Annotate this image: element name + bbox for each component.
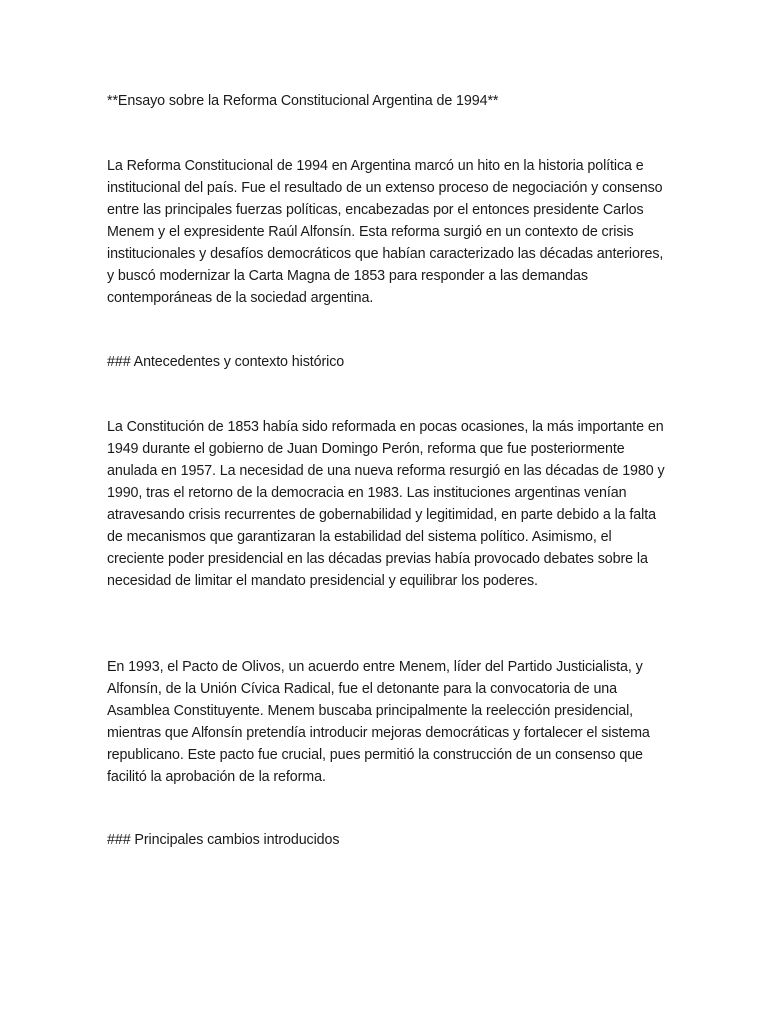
section-heading-antecedentes: ### Antecedentes y contexto histórico (107, 354, 345, 370)
section-heading-cambios: ### Principales cambios introducidos (107, 832, 340, 848)
paragraph-constitucion-1853: La Constitución de 1853 había sido reformada en pocas ocasiones, la más importante en 1949 durante el gobierno de Juan Domingo Perón, reforma que fue posteriormente anulada en 1957. La necesidad de una nueva reforma resurgió en las décadas de 1980 y 1990, tras el retorno de la democracia en 1983. Las instituciones argentinas venían atravesando crisis recurrentes de gobernabilidad y legitimidad, en parte debido a la falta de mecanismos que garantizaran la estabilidad del sistema político. Asimismo, el creciente poder presidencial en las décadas previas había provocado debates sobre la necesidad de limitar el mandato presidencial y equilibrar los poderes. (107, 419, 665, 589)
paragraph-pacto-de-olivos: En 1993, el Pacto de Olivos, un acuerdo entre Menem, líder del Partido Justicialista, y Alfonsín, de la Unión Cívica Radical, fue el detonante para la convocatoria de una Asamblea Constituyente. Menem buscaba principalmente la reelección presidencial, mientras que Alfonsín pretendía introducir mejoras democráticas y fortalecer el sistema republicano. Este pacto fue crucial, pues permitió la construcción de un consenso que facilitó la aprobación de la reforma. (107, 659, 650, 785)
document-title: **Ensayo sobre la Reforma Constitucional Argentina de 1994** (107, 93, 499, 109)
paragraph-introduction: La Reforma Constitucional de 1994 en Argentina marcó un hito en la historia política e institucional del país. Fue el resultado de un extenso proceso de negociación y consenso entre las principales fuerzas políticas, encabezadas por el entonces presidente Carlos Menem y el expresidente Raúl Alfonsín. Esta reforma surgió en un contexto de crisis institucionales y desafíos democráticos que habían caracterizado las décadas anteriores, y buscó modernizar la Carta Magna de 1853 para responder a las demandas contemporáneas de la sociedad argentina. (107, 158, 664, 306)
